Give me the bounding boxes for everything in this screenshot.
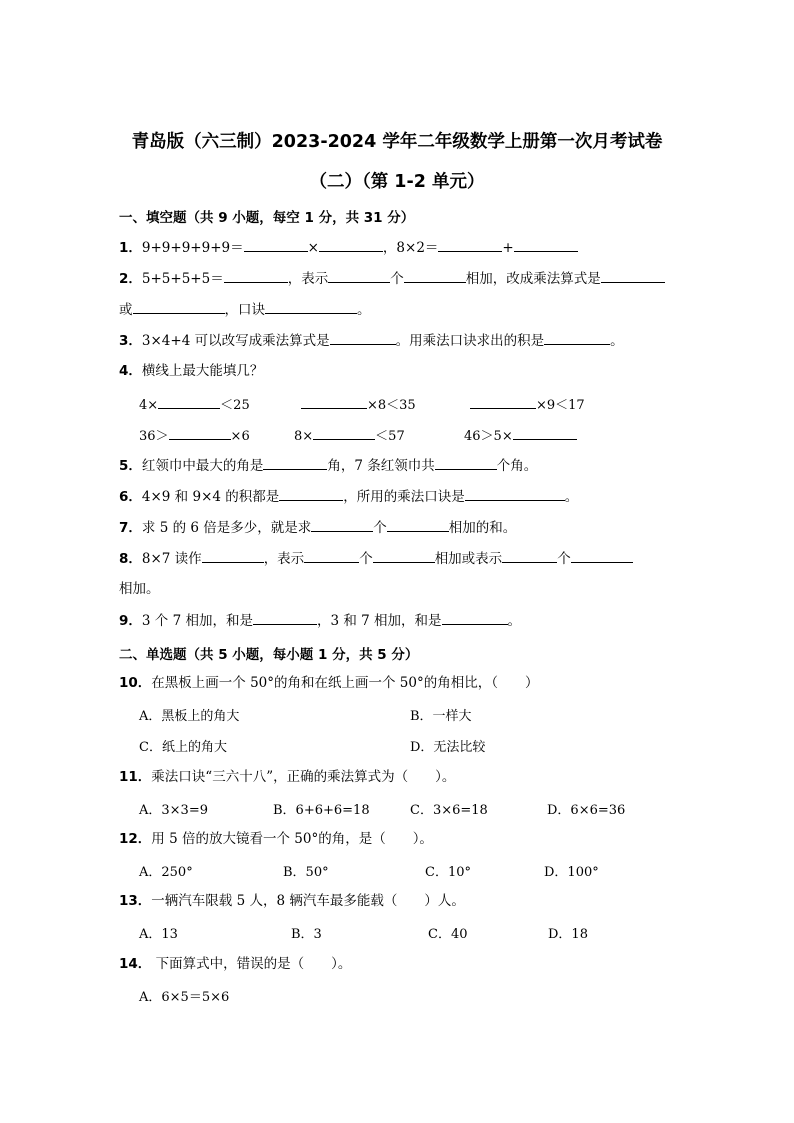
question-13: 13．一辆汽车限载 5 人，8 辆汽车最多能载（ ）人。 [119,893,465,909]
answer-blank[interactable] [328,269,390,283]
section-heading-fill-blank: 一、填空题（共 9 小题，每空 1 分，共 31 分） [119,210,415,226]
question-4: 4．横线上最大能填几？ [119,363,264,379]
answer-blank[interactable] [465,487,565,501]
question-number: 14． [119,956,152,972]
answer-blank[interactable] [544,331,610,345]
q12-option-d[interactable]: D．100° [544,865,599,880]
answer-blank[interactable] [438,238,502,252]
answer-blank[interactable] [502,549,557,563]
answer-blank[interactable] [169,426,231,440]
question-number: 1． [119,240,142,256]
q12-option-b[interactable]: B．50° [283,865,329,880]
q4-item-6: 46＞5× [464,425,577,444]
question-14: 14． 下面算式中，错误的是（ ）。 [119,956,352,972]
q12-option-a[interactable]: A．250° [139,865,193,880]
q10-option-c[interactable]: C．纸上的角大 [139,740,227,755]
exam-title-line1: 青岛版（六三制）2023-2024 学年二年级数学上册第一次月考试卷 [131,132,663,152]
question-number: 7． [119,520,142,536]
answer-blank[interactable] [202,549,264,563]
q14-option-a[interactable]: A．6×5＝5×6 [139,990,230,1005]
question-7: 7．求 5 的 6 倍是多少，就是求 个 相加的和。 [119,520,517,536]
question-number: 4． [119,363,142,379]
question-number: 5． [119,458,142,474]
q4-item-3: ×9＜17 [470,394,585,413]
question-number: 2． [119,271,142,287]
question-number: 13． [119,893,152,909]
q10-option-b[interactable]: B．一样大 [410,709,472,724]
question-number: 6． [119,489,142,505]
answer-blank[interactable] [571,549,633,563]
question-2: 2．5+5+5+5＝ ，表示 个 相加，改成乘法算式是 [119,269,665,288]
q12-option-c[interactable]: C．10° [425,865,471,880]
question-5: 5．红领巾中最大的角是 角，7 条红领巾共 个角。 [119,458,538,474]
answer-blank[interactable] [435,456,497,470]
answer-blank[interactable] [514,238,578,252]
q10-option-a[interactable]: A．黑板上的角大 [139,709,240,724]
answer-blank[interactable] [442,611,508,625]
question-3: 3．3×4+4 可以改写成乘法算式是 。用乘法口诀求出的积是 。 [119,333,624,349]
answer-blank[interactable] [301,395,367,409]
answer-blank[interactable] [601,269,665,283]
question-number: 3． [119,333,142,349]
answer-blank[interactable] [304,549,359,563]
q4-item-5: 8× ＜57 [294,425,405,444]
question-10: 10．在黑板上画一个 50°的角和在纸上画一个 50°的角相比，（ ） [119,675,539,691]
answer-blank[interactable] [404,269,466,283]
answer-blank[interactable] [311,518,373,532]
question-number: 8． [119,551,142,567]
question-11: 11．乘法口诀“三六十八”，正确的乘法算式为（ ）。 [119,769,456,785]
question-8-continued: 相加。 [119,581,160,597]
question-1: 1．9+9+9+9+9＝ × ，8×2＝ + [119,238,578,257]
answer-blank[interactable] [470,395,536,409]
q13-option-b[interactable]: B．3 [291,927,322,942]
answer-blank[interactable] [133,300,225,314]
q4-item-2: ×8＜35 [301,394,416,413]
answer-blank[interactable] [244,238,308,252]
q11-option-c[interactable]: C．3×6=18 [410,803,488,818]
question-number: 10． [119,675,152,691]
question-6: 6．4×9 和 9×4 的积都是 ，所用的乘法口诀是 。 [119,489,579,505]
answer-blank[interactable] [263,456,327,470]
answer-blank[interactable] [279,487,343,501]
question-number: 9． [119,613,142,629]
question-number: 12． [119,831,152,847]
answer-blank[interactable] [373,549,435,563]
answer-blank[interactable] [313,426,375,440]
question-number: 11． [119,769,152,785]
q13-option-c[interactable]: C．40 [428,927,468,942]
question-8: 8．8×7 读作 ，表示 个 相加或表示 个 [119,549,633,568]
question-2-continued: 或 ，口诀 。 [119,302,371,318]
answer-blank[interactable] [253,611,317,625]
q4-item-1: 4× ＜25 [139,394,250,413]
section-heading-single-choice: 二、单选题（共 5 小题，每小题 1 分，共 5 分） [119,647,419,663]
answer-blank[interactable] [319,238,383,252]
answer-blank[interactable] [265,300,357,314]
answer-blank[interactable] [387,518,449,532]
question-9: 9．3 个 7 相加，和是 ，3 和 7 相加，和是 。 [119,613,522,629]
q11-option-d[interactable]: D．6×6=36 [547,803,626,818]
q11-option-b[interactable]: B．6+6+6=18 [273,803,370,818]
answer-blank[interactable] [513,426,577,440]
q13-option-a[interactable]: A．13 [139,927,178,942]
q11-option-a[interactable]: A．3×3=9 [139,803,208,818]
q13-option-d[interactable]: D．18 [548,927,588,942]
exam-title-line2: （二）（第 1-2 单元） [309,172,485,192]
answer-blank[interactable] [158,395,220,409]
q4-item-4: 36＞ ×6 [139,425,250,444]
q10-option-d[interactable]: D．无法比较 [410,740,486,755]
answer-blank[interactable] [224,269,288,283]
answer-blank[interactable] [330,331,396,345]
question-12: 12．用 5 倍的放大镜看一个 50°的角，是（ ）。 [119,831,433,847]
